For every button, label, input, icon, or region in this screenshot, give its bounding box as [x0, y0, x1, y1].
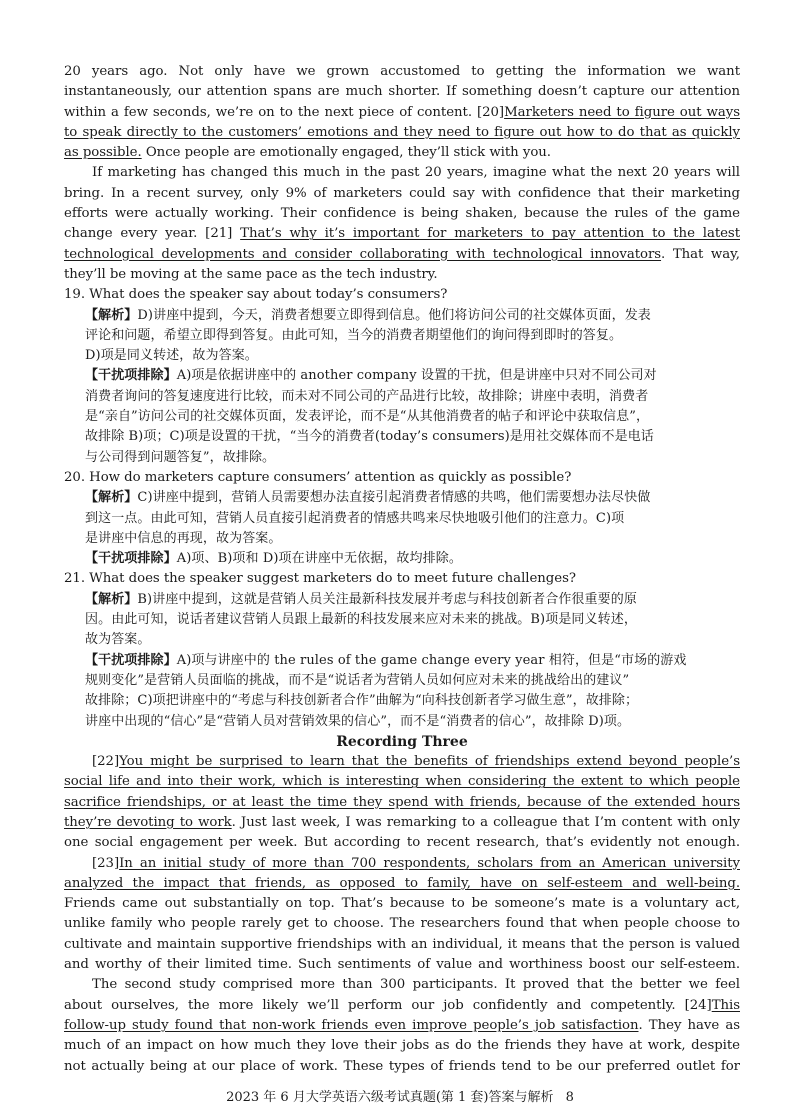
line-text: 20. How do marketers capture consumers’ attention as quickly as possible? — [64, 469, 572, 485]
line-text: they’ll be moving at the same pace as the tech industry. — [64, 266, 438, 282]
text-line — [64, 569, 740, 589]
underlined-answer-text: That’s why it’s important for marketers to pay attention to the latest — [240, 226, 740, 242]
text-line — [64, 245, 740, 265]
text-line — [64, 143, 740, 163]
text-line — [64, 590, 740, 610]
line-text: 规则变化”是营销人员面临的挑战，而不是“说话者为营销人员如何应对未来的挑战给出的建议” — [85, 672, 630, 688]
text-line — [64, 163, 740, 183]
line-text: 19. What does the speaker say about today’s consumers? — [64, 287, 448, 303]
line-text: change every year. [21] — [64, 226, 241, 242]
text-line — [64, 326, 740, 346]
text-line — [64, 488, 740, 508]
text-line — [64, 448, 740, 468]
text-line — [64, 935, 740, 955]
line-text: 消费者询问的答复速度进行比较，而未对不同公司的产品进行比较，故排除；讲座中表明，消费者 — [85, 388, 649, 404]
text-line — [64, 184, 740, 204]
text-line — [64, 833, 740, 853]
text-line — [64, 854, 740, 874]
line-text: about ourselves, the more likely we’ll perform our job confidently and competently. [24] — [64, 997, 712, 1013]
text-line — [64, 509, 740, 529]
line-text: D)项是同义转述，故为答案。 — [85, 348, 258, 364]
line-text: A)项与讲座中的 the rules of the game change every year 相符，但是“市场的游戏 — [176, 652, 687, 668]
underlined-answer-text: as possible. — [64, 145, 142, 161]
page-footer — [0, 1086, 800, 1105]
text-line — [64, 975, 740, 995]
line-text: within a few seconds, we’re on to the next piece of content. [20] — [64, 104, 505, 120]
line-text: much of an impact on how much they love their jobs as do the friends they have at work, despite — [64, 1038, 740, 1054]
line-text: If marketing has changed this much in the past 20 years, imagine what the next 20 years will — [92, 165, 740, 181]
line-text: 因。由此可知，说话者建议营销人员跟上最新的科技发展来应对未来的挑战。B)项是同义转述， — [85, 612, 637, 628]
line-text: A)项是依据讲座中的 another company 设置的干扰，但是讲座中只对不同公司对 — [176, 368, 657, 384]
analysis-tag: 【干扰项排除】 — [85, 652, 177, 668]
text-line — [64, 204, 740, 224]
analysis-tag: 【干扰项排除】 — [85, 551, 177, 567]
line-text: B)讲座中提到，这就是营销人员关注最新科技发展并考虑与科技创新者合作很重要的原 — [137, 591, 637, 607]
line-text: [22] — [92, 754, 120, 770]
underlined-answer-text: social life and into their work, which is interesting when considering the extent to which people — [64, 774, 740, 790]
line-text: 21. What does the speaker suggest marketers do to meet future challenges? — [64, 571, 576, 587]
text-line — [64, 712, 740, 732]
underlined-answer-text: Marketers need to figure out ways — [504, 104, 740, 120]
line-text: 故排除；C)项把讲座中的“考虑与科技创新者合作”曲解为“向科技创新者学习做生意”，故排除； — [85, 693, 639, 709]
text-line — [64, 1036, 740, 1056]
text-line — [64, 813, 740, 833]
line-text: not actually being at our place of work. These types of friends tend to be our preferred outlet for — [64, 1058, 740, 1074]
line-text: [23] — [92, 855, 120, 871]
analysis-tag: 【干扰项排除】 — [85, 368, 177, 384]
text-line — [64, 549, 740, 569]
line-text: 讲座中出现的“信心”是“营销人员对营销效果的信心”，而不是“消费者的信心”，故排除 D)项。 — [85, 713, 631, 729]
text-line — [64, 671, 740, 691]
text-line — [64, 529, 740, 549]
underlined-answer-text: analyzed the impact that friends, as opposed to family, have on self-esteem and well-being. — [64, 875, 740, 891]
page-number: 8 — [565, 1090, 574, 1105]
line-text: cultivate and maintain supportive friendships with an individual, it means that the person is valued — [64, 936, 740, 952]
underlined-answer-text: to speak directly to the customers’ emotions and they need to figure out how to do that as quickly — [64, 124, 740, 140]
line-text: 到这一点。由此可知，营销人员直接引起消费者的情感共鸣来尽快地吸引他们的注意力。C)项 — [85, 510, 625, 526]
text-line — [64, 996, 740, 1016]
line-text: 20 years ago. Not only have we grown accustomed to getting the information we want — [64, 64, 740, 79]
text-line — [64, 306, 740, 326]
text-line — [64, 651, 740, 671]
underlined-answer-text: This — [711, 997, 740, 1013]
line-text: efforts were actually working. Their confidence is being shaken, because the rules of the game — [64, 206, 740, 222]
text-line — [64, 82, 740, 102]
line-text: Once people are emotionally engaged, they’ll stick with you. — [141, 145, 551, 161]
text-line — [64, 123, 740, 143]
text-line — [64, 387, 740, 407]
underlined-answer-text: follow-up study found that non-work friends even improve people’s job satisfaction — [64, 1017, 639, 1033]
text-line — [64, 468, 740, 488]
footer-title: 2023 年 6 月大学英语六级考试真题(第 1 套)答案与解析 — [226, 1090, 554, 1105]
text-line — [64, 630, 740, 650]
text-line — [64, 894, 740, 914]
line-text: D)讲座中提到，今天，消费者想要立即得到信息。他们将访问公司的社交媒体页面，发表 — [137, 307, 651, 323]
line-text: instantaneously, our attention spans are much shorter. If something doesn’t capture our attention — [64, 84, 740, 100]
underlined-answer-text: sacrifice friendships, or at least the time they spend with friends, because of the extended hours — [64, 794, 740, 810]
text-line — [64, 427, 740, 447]
underlined-answer-text: In an initial study of more than 700 respondents, scholars from an American university — [119, 855, 740, 871]
document-body — [64, 62, 740, 1077]
line-text: bring. In a recent survey, only 9% of marketers could say with confidence that their marketing — [64, 185, 740, 201]
underlined-answer-text: You might be surprised to learn that the benefits of friendships extend beyond people’s — [119, 754, 740, 770]
text-line — [64, 366, 740, 386]
line-text: C)讲座中提到，营销人员需要想办法直接引起消费者情感的共鸣，他们需要想办法尽快做 — [137, 490, 651, 506]
text-line — [64, 103, 740, 123]
line-text: A)项、B)项和 D)项在讲座中无依据，故均排除。 — [176, 551, 462, 567]
analysis-tag: 【解析】 — [85, 307, 138, 323]
text-line — [64, 874, 740, 894]
line-text: 是讲座中信息的再现，故为答案。 — [85, 530, 282, 546]
line-text: Recording Three — [336, 733, 468, 750]
text-line — [64, 285, 740, 305]
line-text: unlike family who people rarely get to choose. The researchers found that when people choose to — [64, 916, 740, 932]
text-line — [64, 793, 740, 813]
text-line — [64, 955, 740, 975]
text-line — [64, 346, 740, 366]
line-text: one social engagement per week. But according to recent research, that’s evidently not enough. — [64, 835, 740, 851]
underlined-answer-text: they’re devoting to work — [64, 814, 232, 830]
line-text: 故为答案。 — [85, 632, 151, 648]
line-text: 是“亲自”访问公司的社交媒体页面，发表评论，而不是“从其他消费者的帖子和评论中获取信息”， — [85, 409, 650, 425]
text-line — [64, 62, 740, 82]
text-line — [64, 1057, 740, 1077]
line-text: . They have as — [638, 1017, 740, 1033]
line-text: 故排除 B)项；C)项是设置的干扰，“当今的消费者(today’s consumers)是用社交媒体而不是电话 — [85, 429, 654, 445]
line-text: . That way, — [661, 246, 740, 262]
line-text: Friends came out substantially on top. That’s because to be someone’s mate is a voluntary act, — [64, 896, 740, 912]
analysis-tag: 【解析】 — [85, 591, 138, 607]
text-line — [64, 772, 740, 792]
line-text: 评论和问题，希望立即得到答复。由此可知，当今的消费者期望他们的询问得到即时的答复。 — [85, 327, 623, 343]
text-line — [64, 610, 740, 630]
line-text: and worthy of their limited time. Such sentiments of value and worthiness boost our self-esteem. — [64, 957, 740, 973]
underlined-answer-text: technological developments and consider collaborating with technological innovators — [64, 246, 662, 262]
text-line — [64, 691, 740, 711]
text-line — [64, 752, 740, 772]
text-line — [64, 224, 740, 244]
text-line — [64, 407, 740, 427]
text-line — [64, 1016, 740, 1036]
section-heading — [64, 732, 740, 752]
text-line — [64, 265, 740, 285]
line-text: 与公司得到问题答复”，故排除。 — [85, 449, 276, 465]
text-line — [64, 914, 740, 934]
line-text: . Just last week, I was remarking to a colleague that I’m content with only — [231, 814, 740, 830]
line-text: The second study comprised more than 300 participants. It proved that the better we feel — [92, 977, 740, 993]
analysis-tag: 【解析】 — [85, 490, 138, 506]
